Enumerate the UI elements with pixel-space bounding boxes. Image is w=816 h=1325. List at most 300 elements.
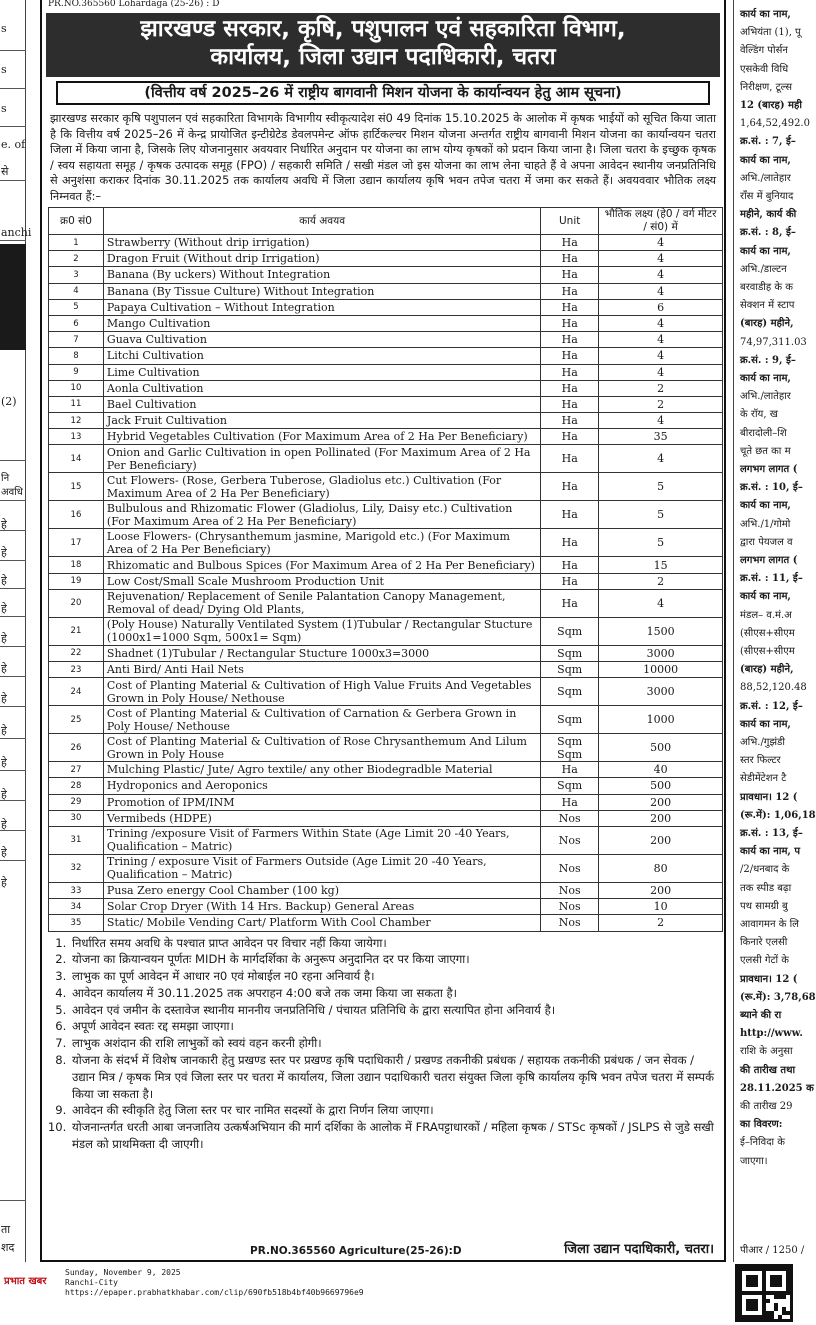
cell-target: 3000 [599, 645, 723, 661]
cell-unit: Sqm Sqm [541, 734, 599, 762]
left-column-fragment: शद [1, 1241, 15, 1254]
table-row [49, 794, 723, 810]
table-row [49, 810, 723, 826]
right-column-line: कार्य का नाम, [740, 718, 791, 730]
right-column-line: (सीएस+सीएम [740, 646, 795, 657]
cell-unit: Ha [541, 332, 599, 348]
cell-target: 35 [599, 429, 723, 445]
table-row [49, 396, 723, 412]
intro-paragraph: झारखण्ड सरकार कृषि पशुपालन एवं सहकारिता विभागके विभागीय स्वीकृत्यादेश सं0 49 दिनांक 15.10.2025 के आलोक में कृषक भाईयों को सूचित किया जाता है कि वित्तीय वर्ष 2025–26 में केन्द्र प्रायोजित इन्टीग्रेटेड डेवलपमेन्ट ऑफ हार्टिकल्चर मिशन योजना अन्तर्गत राष्ट्रीय बागवानी मिशन योजना का कार्यान्वयन चतरा जिला में किया जाना है, जिसके लिए योजनानुसार अवयवार निर्धारित अनुदान पर योजना का लाभ योग्य कृषकों को प्रदान किया जाना है। जिला चतरा के इच्छुक कृषक / स्वय सहायता समूह / कृषक उत्पादक समूह (FPO) / सहकारी समिति / सखी मंडल जो इस योजना का लाभ लेना चाहते हैं वे अपना आवेदन स्थानीय जनप्रतिनिधि से अनुशंसा कराकर दिनांक 30.11.2025 तक कार्यालय अवधि में जिला उद्यान कार्यालय कृषि भवन तपेज चतरा में जमा कर सकते हैं। अवयववार भौतिक लक्ष्य निम्नवत हैं:– [50, 112, 716, 203]
cell-component: Dragon Fruit (Without drip Irrigation) [103, 251, 540, 267]
pr-number: PR.NO.365560 Agriculture(25-26):D [250, 1245, 462, 1257]
left-column-rule [0, 460, 26, 461]
cell-target: 2 [599, 573, 723, 589]
left-column-fragment: हे [1, 632, 7, 645]
table-row [49, 882, 723, 898]
left-column-fragment: हे [1, 876, 7, 889]
note-item: 2. योजना का क्रियान्वयन पूर्णतः MIDH के मार्गदर्शिका के अनुरूप अनुदानित दर पर किया जाएगा। [70, 951, 716, 968]
left-column-fragment: हे [1, 846, 7, 859]
cell-component: Trining / exposure Visit of Farmers Outside (Age Limit 20 -40 Years, Qualification – Matric) [103, 854, 540, 882]
right-column-line: स्तर फिल्टर [740, 755, 781, 767]
cell-component: Aonla Cultivation [103, 380, 540, 396]
cell-sn: 1 [49, 235, 104, 251]
left-column-rule [0, 676, 26, 677]
cell-unit: Nos [541, 854, 599, 882]
cell-sn: 27 [49, 762, 104, 778]
th-unit: Unit [541, 208, 599, 235]
right-column-line: कार्य का नाम, [740, 591, 791, 603]
cell-sn: 4 [49, 283, 104, 299]
cell-component: Papaya Cultivation – Without Integration [103, 299, 540, 315]
cell-target: 10 [599, 899, 723, 915]
left-column-fragment: s [1, 22, 7, 35]
right-column-line: अभि./गुझंडी [740, 737, 785, 748]
cell-unit: Ha [541, 283, 599, 299]
left-column-rule [0, 88, 26, 89]
right-column-line: सेडीमेंटेशन टै [740, 773, 787, 785]
note-item: 6. अपूर्ण आवेदन स्वतः रद्द समझा जाएगा। [70, 1018, 716, 1035]
cell-unit: Ha [541, 445, 599, 473]
cell-unit: Nos [541, 915, 599, 931]
cell-component: Rejuvenation/ Replacement of Senile Palantation Canopy Management, Removal of dead/ Dying Old Plants, [103, 589, 540, 617]
cell-component: Hybrid Vegetables Cultivation (For Maximum Area of 2 Ha Per Beneficiary) [103, 429, 540, 445]
cell-sn: 9 [49, 364, 104, 380]
right-column-line: 12 (बारह) मही [740, 100, 802, 111]
cell-sn: 10 [49, 380, 104, 396]
right-column-line: किनारे एलसी [740, 937, 788, 949]
right-column-line: क्र.सं. : 9, ई– [740, 354, 796, 366]
table-row [49, 315, 723, 331]
notes-list [70, 935, 724, 1153]
cell-target: 1000 [599, 706, 723, 734]
right-column-line: की तारीख तथा [740, 1064, 796, 1076]
cell-component: Loose Flowers- (Chrysanthemum jasmine, Marigold etc.) (For Maximum Area of 2 Ha Per Beneficiary) [103, 529, 540, 557]
left-column-rule [0, 860, 26, 861]
table-row [49, 706, 723, 734]
cell-component: Jack Fruit Cultivation [103, 413, 540, 429]
right-column-line: कार्य का नाम, [740, 373, 791, 384]
cell-target: 80 [599, 854, 723, 882]
left-column-fragment: (2) [1, 395, 17, 408]
cell-sn: 17 [49, 529, 104, 557]
cell-unit: Nos [541, 826, 599, 854]
cell-sn: 7 [49, 332, 104, 348]
table-row [49, 380, 723, 396]
table-row [49, 617, 723, 645]
cell-component: Onion and Garlic Cultivation in open Pollinated (For Maximum Area of 2 Ha Per Beneficiary) [103, 445, 540, 473]
clip-footer [0, 1262, 807, 1325]
right-column-line: (बारह) महीने, [740, 318, 794, 330]
right-column-line: 1,64,52,492.0 [740, 118, 810, 130]
cell-sn: 20 [49, 589, 104, 617]
table-row [49, 348, 723, 364]
right-column-line: कार्य का नाम, [740, 9, 791, 20]
cell-unit: Ha [541, 267, 599, 283]
header-line-2: कार्यालय, जिला उद्यान पदाधिकारी, चतरा [210, 44, 556, 70]
cell-component: Promotion of IPM/INM [103, 794, 540, 810]
right-column-line: प्रावधान। 12 ( [740, 791, 798, 803]
table-row [49, 413, 723, 429]
cell-unit: Ha [541, 315, 599, 331]
cell-sn: 8 [49, 348, 104, 364]
cell-target: 2 [599, 396, 723, 412]
cell-component: Lime Cultivation [103, 364, 540, 380]
right-column-line: कार्य का नाम, [740, 500, 791, 512]
left-column-rule [0, 588, 26, 589]
cell-sn: 25 [49, 706, 104, 734]
left-column-fragment: हे [1, 818, 7, 831]
cell-component: Static/ Mobile Vending Cart/ Platform With Cool Chamber [103, 915, 540, 931]
left-column-rule [0, 770, 26, 771]
cell-component: Vermibeds (HDPE) [103, 810, 540, 826]
left-column-rule [0, 560, 26, 561]
target-table [48, 207, 723, 932]
right-column-line: http://www. [740, 1028, 803, 1040]
cell-sn: 29 [49, 794, 104, 810]
left-column-fragment: हे [1, 724, 7, 737]
right-column-line: क्र.सं. : 11, ई– [740, 573, 803, 585]
cell-sn: 28 [49, 778, 104, 794]
cell-component: Cut Flowers- (Rose, Gerbera Tuberose, Gladiolus etc.) Cultivation (For Maximum Area of 2 Ha Per Beneficiary) [103, 473, 540, 501]
right-column-bottom: पीआर / 1250 / [740, 1245, 805, 1256]
cell-target: 200 [599, 810, 723, 826]
left-column-fragment: s [1, 102, 7, 115]
right-column-line: 88,52,120.48 [740, 682, 807, 694]
right-column-line: के रॉय, ख [740, 409, 778, 421]
cell-target: 6 [599, 299, 723, 315]
right-column-line: राँस में बुनियाद [740, 191, 794, 202]
cell-component: Litchi Cultivation [103, 348, 540, 364]
right-column-line: मंडल– व.मं.अ [740, 609, 792, 621]
right-column-line: (रू.में): 3,78,68 [740, 991, 816, 1003]
cell-sn: 32 [49, 854, 104, 882]
cell-target: 4 [599, 283, 723, 299]
left-column-fragment: anchi [1, 226, 32, 239]
cell-sn: 34 [49, 899, 104, 915]
cell-component: Mango Cultivation [103, 315, 540, 331]
th-sn: क्र0 सं0 [49, 208, 104, 235]
cell-target: 500 [599, 734, 723, 762]
cell-sn: 33 [49, 882, 104, 898]
cell-component: Trining /exposure Visit of Farmers Within State (Age Limit 20 -40 Years, Qualification – Matric) [103, 826, 540, 854]
right-column-line: अभियंता (1), पू [740, 27, 801, 39]
right-column-line: अभि./लातेहार [740, 391, 791, 403]
cell-component: Bael Cultivation [103, 396, 540, 412]
cell-sn: 35 [49, 915, 104, 931]
table-row [49, 762, 723, 778]
cell-unit: Ha [541, 573, 599, 589]
cell-component: Bulbulous and Rhizomatic Flower (Gladiolus, Lily, Daisy etc.) Cultivation (For Maximum Area of 2 Ha Per Beneficiary) [103, 501, 540, 529]
right-column-line: कार्य का नाम, प [740, 846, 801, 858]
cell-target: 10000 [599, 662, 723, 678]
table-row [49, 473, 723, 501]
right-column-line: आवागमन के लि [740, 919, 799, 930]
right-column-line: बरवाडीह के क [740, 282, 793, 293]
table-row [49, 678, 723, 706]
cell-sn: 5 [49, 299, 104, 315]
note-item: 7. लाभुक अशंदान की राशि लाभुकों को स्वयं वहन करनी होगी। [70, 1035, 716, 1052]
table-row [49, 501, 723, 529]
clip-url[interactable]: https://epaper.prabhatkhabar.com/clip/690fb518b4bf40b9669796e9 [65, 1288, 364, 1297]
table-row [49, 267, 723, 283]
cell-component: (Poly House) Naturally Ventilated System (1)Tubular / Rectangular Stucture (1000x1=1000 Sqm, 500x1= Sqm) [103, 617, 540, 645]
top-strip: PR.NO.365560 Lohardaga (25-26) : D [48, 0, 220, 9]
table-row [49, 332, 723, 348]
cell-unit: Ha [541, 501, 599, 529]
left-column-rule [0, 50, 26, 51]
table-row [49, 915, 723, 931]
left-column-rule [0, 616, 26, 617]
left-column-fragment: हे [1, 546, 7, 559]
right-column-line: 28.11.2025 क [740, 1082, 814, 1094]
left-column-rule [0, 800, 26, 801]
cell-unit: Ha [541, 473, 599, 501]
left-dark-block [0, 244, 26, 350]
cell-target: 40 [599, 762, 723, 778]
cell-sn: 22 [49, 645, 104, 661]
right-column-line: का विवरण: [740, 1119, 783, 1131]
right-column-line: 74,97,311.03 [740, 336, 807, 348]
signatory: जिला उद्यान पदाधिकारी, चतरा। [564, 1242, 714, 1257]
cell-component: Shadnet (1)Tubular / Rectangular Stucture 1000x3=3000 [103, 645, 540, 661]
table-row [49, 283, 723, 299]
right-clipped-column [733, 0, 816, 1262]
right-column-line: कार्य का नाम, [740, 154, 791, 166]
cell-target: 500 [599, 778, 723, 794]
cell-sn: 16 [49, 501, 104, 529]
cell-sn: 18 [49, 557, 104, 573]
cell-target: 4 [599, 315, 723, 331]
cell-sn: 24 [49, 678, 104, 706]
cell-component: Pusa Zero energy Cool Chamber (100 kg) [103, 882, 540, 898]
cell-component: Cost of Planting Material & Cultivation of Carnation & Gerbera Grown in Poly House/ Nethouse [103, 706, 540, 734]
cell-unit: Ha [541, 794, 599, 810]
table-row [49, 429, 723, 445]
left-column-fragment: s [1, 63, 7, 76]
cell-unit: Sqm [541, 645, 599, 661]
table-row [49, 662, 723, 678]
cell-component: Low Cost/Small Scale Mushroom Production Unit [103, 573, 540, 589]
table-row [49, 645, 723, 661]
cell-target: 1500 [599, 617, 723, 645]
right-column-line: वेल्डिंग पोर्सन [740, 45, 788, 57]
cell-target: 4 [599, 251, 723, 267]
table-row [49, 299, 723, 315]
table-row [49, 529, 723, 557]
left-column-fragment: e. of [1, 138, 26, 151]
cell-target: 4 [599, 332, 723, 348]
right-column-line: अभि./डाल्टन [740, 263, 787, 275]
cell-unit: Nos [541, 810, 599, 826]
cell-component: Guava Cultivation [103, 332, 540, 348]
cell-component: Banana (By uckers) Without Integration [103, 267, 540, 283]
cell-target: 4 [599, 364, 723, 380]
cell-unit: Nos [541, 899, 599, 915]
table-row [49, 778, 723, 794]
right-column-line: बीरादोली–शि [740, 427, 787, 439]
right-column-line: लगभग लागत ( [740, 464, 798, 475]
right-column-line: जाएगा। [740, 1155, 768, 1167]
right-column-line: क्र.सं. : 12, ई– [740, 700, 803, 712]
cell-target: 200 [599, 794, 723, 810]
right-column-line: कार्य का नाम, [740, 245, 791, 257]
cell-component: Mulching Plastic/ Jute/ Agro textile/ any other Biodegradble Material [103, 762, 540, 778]
th-component: कार्य अवयव [103, 208, 540, 235]
cell-component: Solar Crop Dryer (With 14 Hrs. Backup) General Areas [103, 899, 540, 915]
cell-unit: Sqm [541, 617, 599, 645]
left-column-rule [0, 706, 26, 707]
right-column-line: क्र.सं. : 7, ई– [740, 136, 796, 148]
table-row [49, 854, 723, 882]
left-column-rule [0, 180, 26, 181]
right-column-line: एलसी गेटों के [740, 955, 789, 967]
note-item: 8. योजना के संदर्भ में विशेष जानकारी हेतु प्रखण्ड स्तर पर प्रखण्ड कृषि पदाधिकारी / प्रखण्ड तकनीकी प्रबंधक / सहायक तकनीकी प्रबंधक / जन सेवक / उद्यान मित्र / कृषक मित्र एवं जिला स्तर पर चतरा में कार्यालय, जिला उद्यान पदाधिकारी चतरा संयुक्त जिला कृषि कार्यालय कृषि भवन तपेज चतरा में सम्पर्क किया जा सकता है। [70, 1052, 716, 1102]
cell-unit: Ha [541, 396, 599, 412]
cell-sn: 3 [49, 267, 104, 283]
table-row [49, 826, 723, 854]
clip-info [65, 1268, 364, 1298]
cell-unit: Nos [541, 882, 599, 898]
cell-target: 5 [599, 473, 723, 501]
note-item: 3. लाभुक का पूर्ण आवेदन में आधार न0 एवं मोबाईल न0 रहना अनिवार्य है। [70, 968, 716, 985]
clip-date: Sunday, November 9, 2025 [65, 1268, 181, 1277]
cell-sn: 15 [49, 473, 104, 501]
left-column-fragment: हे [1, 692, 7, 705]
cell-target: 4 [599, 413, 723, 429]
left-column-rule [0, 738, 26, 739]
cell-unit: Sqm [541, 778, 599, 794]
cell-target: 4 [599, 445, 723, 473]
left-column-rule [0, 1200, 26, 1201]
note-item: 10. योजनान्तर्गत धरती आबा जनजातिय उत्कर्षअभियान की मार्ग दर्शिका के आलोक में FRAपट्टाधारकों / महिला कृषक / STSc कृषकों / JSLPS से जुडे सखी मंडल को प्राथमिक्ता दी जाएगी। [70, 1119, 716, 1153]
right-column-line: निरीक्षण, टूल्स [740, 81, 793, 93]
cell-unit: Ha [541, 251, 599, 267]
left-column-rule [0, 126, 26, 127]
right-column-line: राशि के अनुसा [740, 1046, 793, 1058]
cell-unit: Sqm [541, 678, 599, 706]
note-item: 1. निर्धारित समय अवधि के पश्चात प्राप्त आवेदन पर विचार नहीं किया जायेगा। [70, 935, 716, 952]
qr-code-icon[interactable] [735, 1264, 793, 1322]
clip-edition: Ranchi-City [65, 1278, 118, 1287]
cell-sn: 12 [49, 413, 104, 429]
notice-box [40, 0, 726, 1262]
right-column-line: अभि./लातेहार [740, 172, 791, 184]
right-column-line: पथ सामग्री बु [740, 900, 788, 912]
table-row [49, 251, 723, 267]
right-column-line: तक स्पीड बढ़ा [740, 882, 792, 894]
left-column-fragment: हे [1, 756, 7, 769]
right-column-line: क्र.सं. : 13, ई– [740, 828, 803, 839]
cell-target: 15 [599, 557, 723, 573]
right-column-line: ई–निविदा के [740, 1137, 785, 1149]
cell-sn: 13 [49, 429, 104, 445]
cell-sn: 14 [49, 445, 104, 473]
table-row [49, 364, 723, 380]
cell-sn: 31 [49, 826, 104, 854]
right-column-line: प्रावधान। 12 ( [740, 973, 798, 985]
table-row [49, 235, 723, 251]
right-column-line: ब्याने की रा [740, 1010, 782, 1021]
left-column-fragment: हे [1, 574, 7, 587]
table-row [49, 734, 723, 762]
th-target: भौतिक लक्ष्य (हे0 / वर्ग मीटर / सं0) में [599, 208, 723, 235]
left-column-rule [0, 530, 26, 531]
left-column-fragment: हे [1, 602, 7, 615]
right-column-line: चूते छत का म [740, 445, 791, 457]
cell-target: 3000 [599, 678, 723, 706]
cell-target: 200 [599, 826, 723, 854]
cell-unit: Ha [541, 557, 599, 573]
cell-unit: Ha [541, 299, 599, 315]
cell-unit: Ha [541, 235, 599, 251]
left-column-rule [0, 646, 26, 647]
left-column-rule [0, 240, 26, 241]
cell-unit: Sqm [541, 662, 599, 678]
cell-target: 2 [599, 915, 723, 931]
right-column-line: द्वारा पेयजल व [740, 536, 793, 548]
header-block [46, 13, 720, 77]
cell-component: Rhizomatic and Bulbous Spices (For Maximum Area of 2 Ha Per Beneficiary) [103, 557, 540, 573]
right-column-line: /2/धनबाद के [740, 864, 790, 876]
cell-component: Cost of Planting Material & Cultivation of Rose Chrysanthemum And Lilum Grown in Poly House [103, 734, 540, 762]
cell-sn: 30 [49, 810, 104, 826]
right-column-line: लगभग लागत ( [740, 555, 798, 566]
left-column-fragment: नि [1, 473, 10, 484]
cell-unit: Sqm [541, 706, 599, 734]
cell-target: 4 [599, 589, 723, 617]
cell-sn: 26 [49, 734, 104, 762]
cell-component: Banana (By Tissue Culture) Without Integration [103, 283, 540, 299]
right-column-line: की तारीख 29 [740, 1101, 793, 1112]
newspaper-logo: प्रभात खबर [4, 1276, 47, 1287]
right-column-line: अभि./1/गोमो [740, 518, 791, 530]
cell-unit: Ha [541, 364, 599, 380]
table-row [49, 589, 723, 617]
cell-unit: Ha [541, 529, 599, 557]
cell-target: 2 [599, 380, 723, 396]
left-column-fragment: हे [1, 788, 7, 801]
cell-sn: 21 [49, 617, 104, 645]
cell-unit: Ha [541, 589, 599, 617]
notice-subheading: (वित्तीय वर्ष 2025–26 में राष्ट्रीय बागवानी मिशन योजना के कार्यान्वयन हेतु आम सूचना) [56, 81, 710, 105]
cell-component: Strawberry (Without drip irrigation) [103, 235, 540, 251]
right-column-line: (बारह) महीने, [740, 664, 794, 676]
cell-component: Cost of Planting Material & Cultivation of High Value Fruits And Vegetables Grown in Poly House/ Nethouse [103, 678, 540, 706]
right-column-line: एसकेवी विधि [740, 63, 789, 75]
header-line-1: झारखण्ड सरकार, कृषि, पशुपालन एवं सहकारिता विभाग, [140, 16, 626, 42]
table-row [49, 557, 723, 573]
table-row [49, 445, 723, 473]
cell-target: 5 [599, 501, 723, 529]
cell-target: 4 [599, 348, 723, 364]
left-column-fragment: हे [1, 518, 7, 531]
cell-sn: 19 [49, 573, 104, 589]
left-column-fragment: अवधि [1, 487, 23, 498]
cell-component: Hydroponics and Aeroponics [103, 778, 540, 794]
right-column-line: महीने, कार्य की [740, 209, 797, 221]
cell-sn: 23 [49, 662, 104, 678]
left-column-rule [0, 830, 26, 831]
left-column-fragment: हे [1, 662, 7, 675]
cell-unit: Ha [541, 380, 599, 396]
table-row [49, 573, 723, 589]
cell-component: Anti Bird/ Anti Hail Nets [103, 662, 540, 678]
cell-unit: Ha [541, 413, 599, 429]
cell-sn: 11 [49, 396, 104, 412]
cell-unit: Ha [541, 348, 599, 364]
left-column-fragment: ता [1, 1223, 11, 1236]
cell-target: 5 [599, 529, 723, 557]
